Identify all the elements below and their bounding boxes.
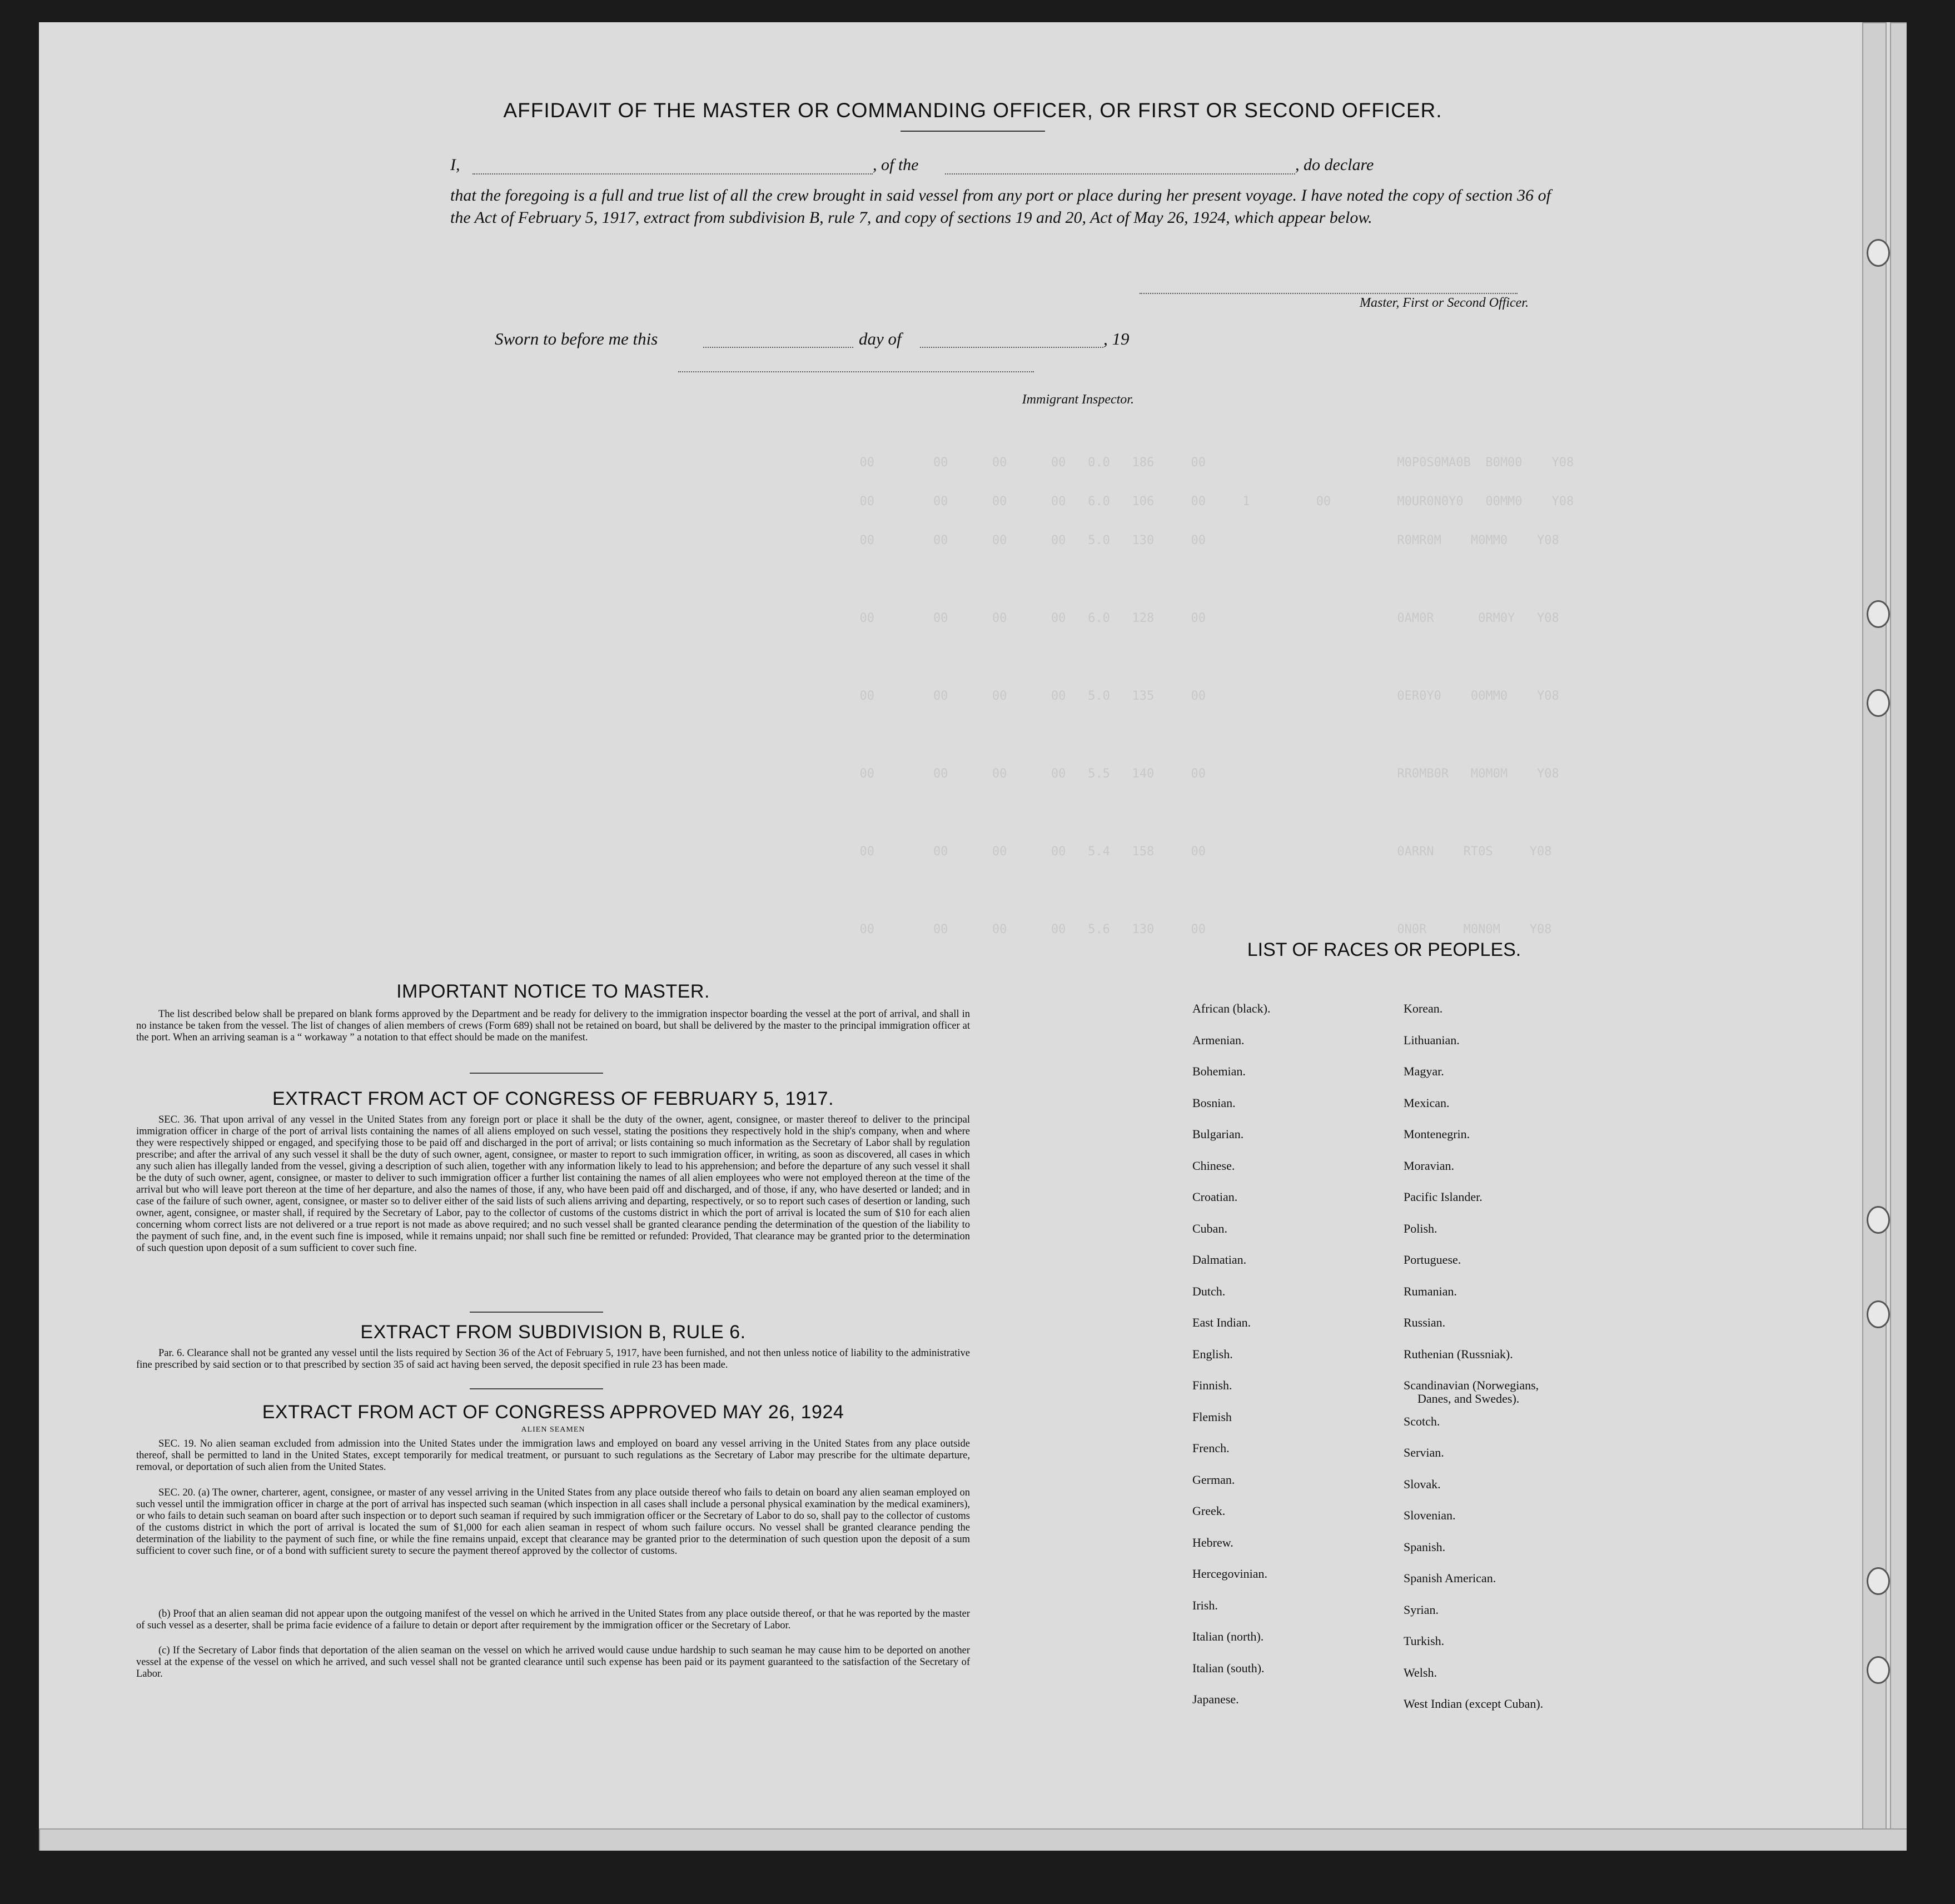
race-item: Slovenian. [1404,1508,1456,1522]
sworn-day-of: day of [859,329,902,348]
affidavit-title: AFFIDAVIT OF THE MASTER OR COMMANDING OFFICER, OR FIRST OR SECOND OFFICER. [503,99,1442,122]
punch-hole [1867,1206,1890,1234]
race-item: Korean. [1404,1001,1443,1015]
position-blank [945,173,1295,175]
race-item: Finnish. [1192,1378,1232,1392]
race-item: Scotch. [1404,1414,1440,1428]
race-item: Chinese. [1192,1158,1235,1173]
race-item: Ruthenian (Russniak). [1404,1347,1513,1361]
declare-of-the: , of the [873,156,919,174]
race-item: East Indian. [1192,1315,1251,1329]
race-item: Montenegrin. [1404,1127,1470,1141]
races-title: LIST OF RACES OR PEOPLES. [1247,939,1521,960]
act-1924-title: EXTRACT FROM ACT OF CONGRESS APPROVED MAY 26, 1924 [262,1402,844,1423]
race-item: Slovak. [1404,1477,1441,1491]
race-item: Portuguese. [1404,1253,1461,1267]
race-item: Cuban. [1192,1221,1227,1235]
race-item: Magyar. [1404,1064,1444,1078]
act-1924-subtitle: ALIEN SEAMEN [521,1425,585,1434]
race-item: English. [1192,1347,1233,1361]
act-1917-body: SEC. 36. That upon arrival of any vessel in the United States from any foreign port or place it shall be the duty of the owner, agent, consignee, or master thereof to deliver to the principal immigration officer in charge of the port of arrival lists containing the names of all aliens employed on such vessel, stating the positions they respectively hold in the ship's company, when and where they were respectively shipped or engaged, and specifying those to be paid off and discharged in the port of arrival; or lists containing so much information as the Secretary of Labor shall by regulation prescribe; and after the arrival of any such vessel it shall be the duty of such owner, agent, consignee, or master to report to such immigration officer, in writing, as soon as discovered, all cases in which any such alien has illegally landed from the vessel, giving a description of such alien, together with any information likely to lead to his apprehension; and before the departure of any such vessel it shall be the duty of such owner, agent, consignee, or master to deliver to such immigration officer a further list containing the names of all alien employees who were not employed thereon at the time of the arrival but who will leave port thereon at the time of her departure, and also the names of those, if any, who have been paid off and discharged, and of those, if any, who have deserted or landed; and in case of the failure of such owner, agent, consignee, or master so to deliver either of the said lists of such aliens arriving and departing, respectively, or so to report such cases of desertion or landing, such owner, agent, consignee, or master shall, if required by the Secretary of Labor, pay to the collector of customs of the customs district in which the port of arrival is located the sum of $10 for each alien concerning whom correct lists are not delivered or a true report is not made as above required; and no such vessel shall be granted clearance pending the determination of the question of the liability to the payment of such fine, and, in the event such fine is imposed, while it remains unpaid; nor shall such fine be remitted or refunded: Provided, That clearance may be granted prior to the determination of such question upon deposit of a sum sufficient to cover such fine. [136,1114,970,1254]
race-item: Bosnian. [1192,1095,1236,1110]
bleed-through: 00 00 00 00 5.4 158 00 0ARRN RT0S Y08 [845,845,1552,859]
punch-hole [1867,689,1890,717]
race-item: Mexican. [1404,1095,1450,1110]
race-item: Russian. [1404,1315,1446,1329]
punch-hole [1867,600,1890,628]
race-item: Danes, and Swedes). [1417,1392,1520,1405]
race-item: Turkish. [1404,1634,1445,1648]
punch-hole [1867,1300,1890,1328]
race-item: Welsh. [1404,1665,1437,1679]
title-divider [901,131,1045,132]
race-item: African (black). [1192,1001,1271,1015]
declaration-line [450,156,1551,181]
inspector-label: Immigrant Inspector. [1022,392,1134,407]
divider [470,1073,603,1074]
race-item: Bohemian. [1192,1064,1246,1078]
act-1924-sec20c: (c) If the Secretary of Labor finds that deportation of the alien seaman on the vessel on which he arrived would cause undue hardship to such seaman he may cause him to be deported on another vessel at the expense of the vessel on which he arrived, and such vessel shall not be granted clearance until such expense has been paid or its payment guaranteed to the satisfaction of the Secretary of Labor. [136,1645,970,1679]
rule-6-title: EXTRACT FROM SUBDIVISION B, RULE 6. [360,1322,746,1343]
act-1924-sec20b: (b) Proof that an alien seaman did not appear upon the outgoing manifest of the vessel on which he arrived in the United States from any place outside thereof, or that he was reported by the master of such vessel as a deserter, shall be prima facie evidence of a failure to detain or deport after requirement by the immigration officer or the Secretary of Labor. [136,1608,970,1631]
race-item: Rumanian. [1404,1284,1457,1298]
manifest-page [39,22,1907,1851]
inspector-signature-blank [678,371,1034,372]
race-item: Spanish. [1404,1539,1446,1554]
race-item: Italian (south). [1192,1661,1265,1675]
act-1924-sec20a: SEC. 20. (a) The owner, charterer, agent, consignee, or master of any vessel arriving in the United States from any place outside thereof who fails to detain on board any alien seaman employed on such vessel until the immigration officer in charge at the port of arrival has inspected such seaman (which inspection in all cases shall include a personal physical examination by the medical examiners), or who fails to detain such seaman on board after such inspection or to deport such seaman if required by such immigration officer or the Secretary of Labor to do so, shall pay to the collector of customs of the customs district in which the port of arrival is located the sum of $1,000 for each alien seaman in respect of whom such failure occurs. No vessel shall be granted clearance pending the determination of the liability to the payment of such fine, or while the fine remains unpaid, except that clearance may be granted prior to the determination of such question upon the deposit of a sum sufficient to cover such fine, or of a bond with sufficient surety to secure the payment thereof approved by the collector of customs. [136,1487,970,1557]
sheet-edge [1890,22,1907,1851]
bleed-through: 00 00 00 00 0.0 186 00 M0P0S0MA0B B0M00 Y08 [845,456,1574,470]
divider [470,1388,603,1389]
declare-do-declare: , do declare [1295,156,1374,174]
act-1924-sec19: SEC. 19. No alien seaman excluded from admission into the United States under the immigration laws and employed on board any vessel arriving in the United States from any place outside thereof, shall be permitted to land in the United States, except temporarily for medical treatment, or pursuant to such regulations as the Secretary of Labor may prescribe for the ultimate departure, removal, or deportation of such alien from the United States. [136,1438,970,1473]
race-item: Bulgarian. [1192,1127,1244,1141]
race-item: Croatian. [1192,1190,1238,1204]
race-item: Scandinavian (Norwegians, [1404,1378,1539,1392]
bleed-through: 00 00 00 00 5.6 130 00 0N0R M0N0M Y08 [845,923,1552,936]
race-item: German. [1192,1472,1235,1487]
bleed-through: 00 00 00 00 5.0 135 00 0ER0Y0 00MM0 Y08 [845,689,1559,703]
sworn-year: , 19 [1103,329,1130,348]
race-item: Moravian. [1404,1158,1455,1173]
bleed-through: 00 00 00 00 6.0 106 00 1 00 M0UR0N0Y0 00MM0 Y08 [845,495,1574,509]
sworn-before: Sworn to before me this [495,329,658,348]
race-item: Dalmatian. [1192,1253,1247,1267]
race-item: Flemish [1192,1409,1232,1424]
race-item: Syrian. [1404,1602,1439,1617]
bleed-through: 00 00 00 00 5.5 140 00 RR0MB0R M0M0M Y08 [845,767,1559,781]
day-blank [703,347,853,348]
bleed-through: 00 00 00 00 6.0 128 00 0AM0R 0RM0Y Y08 [845,611,1559,625]
bleed-through: 00 00 00 00 5.0 130 00 R0MR0M M0MM0 Y08 [845,534,1559,547]
act-1917-title: EXTRACT FROM ACT OF CONGRESS OF FEBRUARY 5, 1917. [272,1088,834,1109]
punch-hole [1867,1567,1890,1595]
race-item: Spanish American. [1404,1571,1496,1585]
race-item: French. [1192,1441,1230,1455]
race-item: Irish. [1192,1598,1218,1612]
race-item: West Indian (except Cuban). [1404,1697,1544,1711]
race-item: Lithuanian. [1404,1033,1460,1047]
divider [470,1312,603,1313]
race-item: Hercegovinian. [1192,1567,1267,1581]
master-signature-blank [1140,293,1518,294]
race-item: Polish. [1404,1221,1437,1235]
race-item: Armenian. [1192,1033,1245,1047]
race-item: Hebrew. [1192,1535,1233,1549]
race-item: Japanese. [1192,1692,1239,1706]
punch-hole [1867,239,1890,267]
sheet-edge-bottom [39,1828,1907,1851]
declaration-body: that the foregoing is a full and true list of all the crew brought in said vessel from any port or place during her present voyage. I have noted the copy of section 36 of the Act of February 5, 1917, extract from subdivision B, rule 7, and copy of sections 19 and 20, Act of May 26, 1924, which appear below. [450,186,1551,227]
race-item: Pacific Islander. [1404,1190,1483,1204]
notice-title: IMPORTANT NOTICE TO MASTER. [396,981,710,1002]
declare-i: I, [450,156,460,174]
race-item: Greek. [1192,1504,1226,1518]
master-signature-label: Master, First or Second Officer. [1360,296,1529,310]
race-item: Dutch. [1192,1284,1226,1298]
punch-hole [1867,1656,1890,1684]
notice-body: The list described below shall be prepared on blank forms approved by the Department and be ready for delivery to the immigration inspector boarding the vessel at the port of arrival, and shall in no instance be taken from the vessel. The list of changes of alien members of crews (Form 689) shall not be retained on board, but shall be delivered by the master to the principal immigration officer at the port. When an arriving seaman is a “ workaway ” a notation to that effect should be made on the manifest. [136,1009,970,1043]
rule-6-body: Par. 6. Clearance shall not be granted any vessel until the lists required by Section 36 of the Act of February 5, 1917, have been furnished, and not then unless notice of liability to the administrative fine prescribed by said section or to that prescribed by section 35 of said act having been served, the deposit specified in rule 23 has been made. [136,1348,970,1370]
race-item: Italian (north). [1192,1629,1264,1643]
month-blank [920,347,1103,348]
race-item: Servian. [1404,1446,1444,1459]
name-blank [472,173,873,175]
